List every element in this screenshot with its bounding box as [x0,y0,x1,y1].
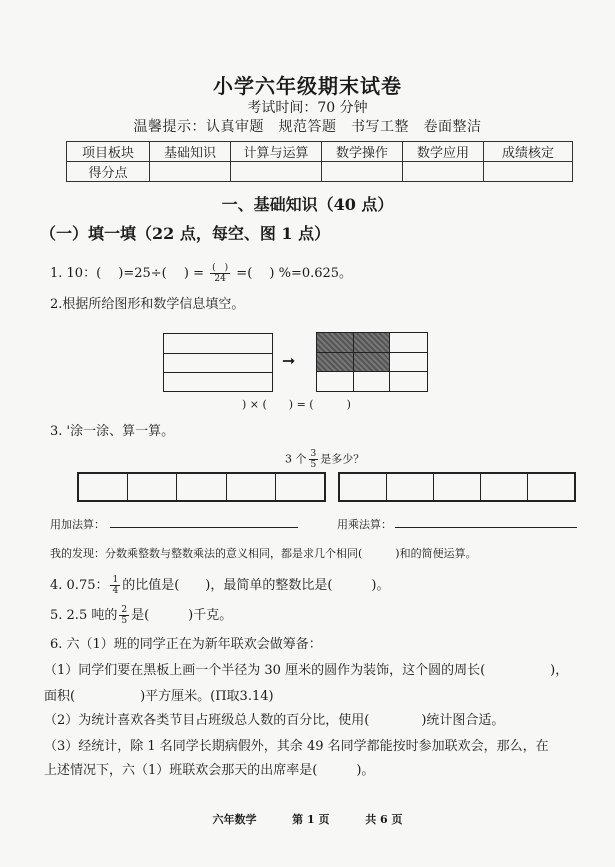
q4-frac-den: 4 [112,586,119,596]
q4-prefix: 4. 0.75： [50,578,109,593]
q4-fraction [110,575,120,596]
q3-right-bar[interactable] [338,472,576,502]
score-table-cell: 数学应用 [403,142,484,162]
q3-frac-num: 3 [310,449,317,459]
section-heading: 一、基础知识（40 点） [221,195,394,214]
q6-part3-line2: 上述情况下，六（1）班联欢会那天的出席率是( )。 [44,763,375,778]
q2-arrow-icon: ➞ [282,351,296,370]
q5-suffix: 是( )千克。 [131,608,233,623]
bar-segment[interactable] [387,474,434,500]
score-input-cell[interactable] [231,162,322,182]
bar-segment[interactable] [528,474,574,500]
exam-tips: 温馨提示：认真审题 规范答题 书写工整 卷面整洁 [133,119,482,135]
q6-part2: （2）为统计喜欢各类节目占班级总人数的百分比，使用( )统计图合适。 [44,713,505,728]
q3-mul-label: 用乘法算： [337,518,392,531]
q2-left-rectangle [163,333,273,392]
q5-prefix: 5. 2.5 吨的 [50,608,118,623]
score-input-cell[interactable] [403,162,484,182]
q1-prefix: 1. 10：( )=25÷( ) = [50,266,204,281]
bar-segment[interactable] [434,474,481,500]
q4-frac-num: 1 [112,575,119,585]
q4-suffix: 的比值是( )，最简单的整数比是( )。 [122,578,390,593]
question-3-text: 3. '涂一涂、算一算。 [50,424,175,439]
score-table-cell: 数学操作 [322,142,403,162]
question-6-text: 6. 六（1）班的同学正在为新年联欢会做筹备： [50,637,322,652]
page-footer [0,811,615,827]
q5-fraction [119,605,129,626]
q3-fraction [309,449,319,470]
question-4 [50,574,390,596]
score-input-cell[interactable] [484,162,573,182]
q6-part1-line1: （1）同学们要在黑板上画一个半径为 30 厘米的圆作为装饰，这个圆的周长( )， [44,663,569,678]
footer-page-number: 第 1 页 [292,813,330,826]
q3-finding: 我的发现：分数乘整数与整数乘法的意义相同，都是求几个相同( )和的简便运算。 [50,547,477,560]
question-1 [50,262,352,284]
bar-segment[interactable] [276,474,324,500]
q1-suffix: =( ) %=0.625。 [236,266,353,281]
q3-add-answer-line[interactable] [110,527,298,528]
q6-part3-line1: （3）经统计，除 1 名同学长期病假外，其余 49 名同学都能按时参加联欢会，那么，在 [44,739,549,754]
bar-segment[interactable] [128,474,177,500]
score-table-header-row [67,142,573,162]
bar-segment[interactable] [177,474,226,500]
bar-segment[interactable] [79,474,128,500]
q6-part1-line2: 面积( )平方厘米。(Π取3.14) [44,689,274,704]
q5-frac-den: 5 [121,616,128,626]
question-5 [50,604,232,626]
q3-prompt-prefix: 3 个 [285,452,307,466]
q3-frac-den: 5 [310,460,317,470]
q3-add-label: 用加法算： [50,518,105,531]
exam-duration: 考试时间：70 分钟 [247,100,368,116]
q1-frac-den: 24 [214,274,226,284]
score-input-cell[interactable] [150,162,231,182]
bar-segment[interactable] [340,474,387,500]
q3-prompt [285,449,364,470]
q2-right-rectangle [316,332,428,392]
score-input-cell[interactable] [322,162,403,182]
score-table-cell: 得分点 [67,162,150,182]
q3-left-bar[interactable] [77,472,326,502]
bar-segment[interactable] [227,474,276,500]
score-table [66,141,573,182]
score-table-cell: 基础知识 [150,142,231,162]
bar-segment[interactable] [481,474,528,500]
question-2-text: 2.根据所给图形和数学信息填空。 [50,297,245,312]
exam-title: 小学六年级期末试卷 [213,74,402,98]
score-table-cell: 计算与运算 [231,142,322,162]
subsection-heading: （一）填一填（22 点，每空、图 1 点） [40,224,331,243]
footer-subject: 六年数学 [212,813,257,826]
q2-answer-line: ) × ( ) = ( ) [242,398,351,411]
q3-mul-answer-line[interactable] [395,527,577,528]
score-table-cell: 成绩核定 [484,142,573,162]
score-table-cell: 项目板块 [67,142,150,162]
footer-total-pages: 共 6 页 [365,813,403,826]
q3-prompt-suffix: 是多少？ [320,452,365,466]
q5-frac-num: 2 [121,605,128,615]
q1-fraction [210,263,230,284]
score-table-score-row [67,162,573,182]
q1-frac-num: ( ) [212,263,229,273]
